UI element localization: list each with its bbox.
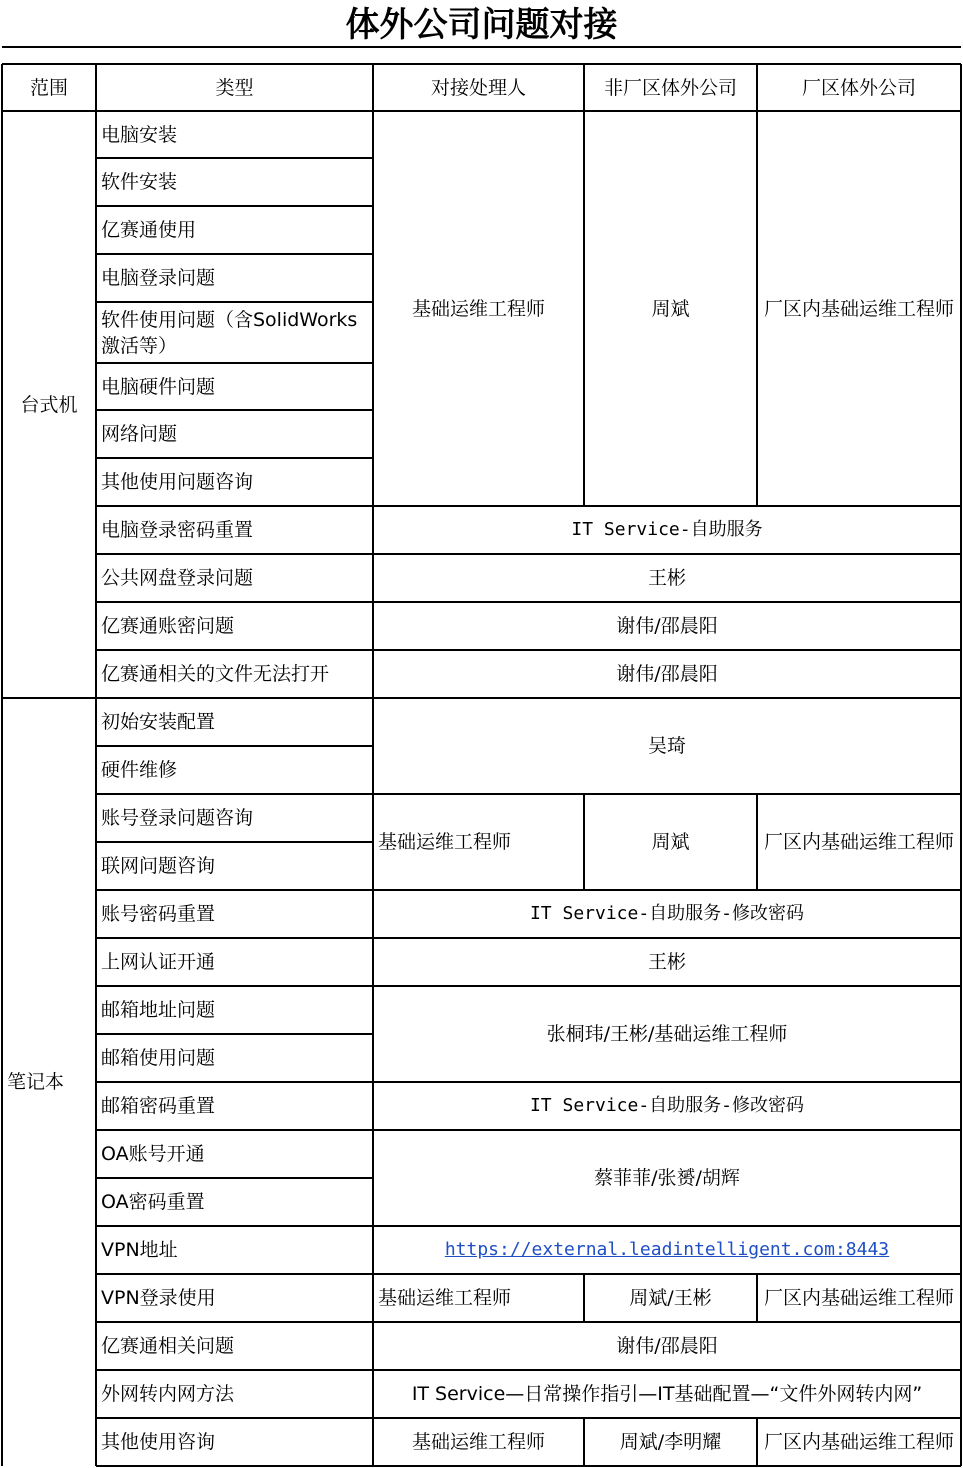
- grid-line: [96, 649, 373, 651]
- laptop-login-factory: 厂区内基础运维工程师: [763, 831, 954, 853]
- type-cell: 公共网盘登录问题: [101, 567, 254, 589]
- grid-line: [96, 1273, 373, 1275]
- type-cell: 外网转内网方法: [101, 1383, 235, 1405]
- laptop-account-pwd-contact: IT Service-自助服务-修改密码: [529, 903, 805, 924]
- grid-line: [756, 794, 758, 890]
- grid-line: [96, 1321, 373, 1323]
- scope-laptop: 笔记本: [7, 1071, 65, 1093]
- header-factory: 厂区体外公司: [801, 76, 916, 99]
- grid-line: [96, 301, 373, 303]
- type-cell: 邮箱密码重置: [101, 1095, 216, 1117]
- grid-line: [96, 205, 373, 207]
- grid-line: [96, 745, 373, 747]
- sheet-title: 体外公司问题对接: [345, 4, 618, 45]
- type-cell: 硬件维修: [101, 759, 178, 781]
- type-cell: VPN地址: [101, 1239, 178, 1261]
- grid-line: [96, 889, 373, 891]
- grid-line: [756, 1418, 758, 1466]
- grid-line: [2, 46, 961, 48]
- laptop-net-auth-contact: 王彬: [647, 951, 686, 973]
- type-cell: 其他使用咨询: [101, 1431, 216, 1453]
- grid-line: [373, 793, 961, 795]
- type-cell: OA密码重置: [101, 1191, 205, 1213]
- grid-line: [96, 409, 373, 411]
- laptop-yst-contact: 谢伟/邵晨阳: [616, 1335, 718, 1357]
- type-cell: 亿赛通相关的文件无法打开: [101, 663, 330, 685]
- laptop-vpn-factory: 厂区内基础运维工程师: [763, 1287, 954, 1309]
- grid-line: [1, 64, 3, 1466]
- type-cell: 电脑登录密码重置: [101, 519, 254, 541]
- grid-line: [756, 64, 758, 111]
- grid-line: [96, 362, 373, 364]
- grid-line: [96, 793, 373, 795]
- type-cell: 亿赛通相关问题: [101, 1335, 235, 1357]
- grid-line: [96, 937, 373, 939]
- header-handler: 对接处理人: [430, 76, 526, 99]
- grid-line: [583, 1418, 585, 1466]
- grid-line: [96, 1177, 373, 1179]
- scope-desktop: 台式机: [20, 393, 78, 416]
- laptop-vpn-handler: 基础运维工程师: [378, 1287, 512, 1309]
- grid-line: [373, 1081, 961, 1083]
- desktop-yst-account-contact: 谢伟/邵晨阳: [616, 615, 718, 637]
- grid-line: [373, 1273, 961, 1275]
- desktop-group-non-factory: 周斌: [651, 297, 690, 320]
- laptop-vpn-non-factory: 周斌/王彬: [629, 1287, 712, 1309]
- grid-line: [373, 601, 961, 603]
- type-cell: 其他使用问题咨询: [101, 471, 254, 493]
- grid-line: [96, 1081, 373, 1083]
- grid-line: [96, 985, 373, 987]
- header-type: 类型: [215, 76, 254, 99]
- type-cell: 邮箱使用问题: [101, 1047, 216, 1069]
- type-cell: 初始安装配置: [101, 711, 216, 733]
- grid-line: [96, 1465, 373, 1467]
- grid-line: [583, 64, 585, 111]
- grid-line: [583, 111, 585, 506]
- grid-line: [95, 64, 97, 1466]
- grid-line: [373, 1225, 961, 1227]
- laptop-email-contact: 张桐玮/王彬/基础运维工程师: [546, 1023, 788, 1045]
- type-cell: 上网认证开通: [101, 951, 216, 973]
- type-cell: 账号登录问题咨询: [101, 807, 254, 829]
- type-cell: 亿赛通使用: [101, 219, 197, 241]
- grid-line: [373, 1129, 961, 1131]
- desktop-netdisk-contact: 王彬: [647, 567, 686, 589]
- grid-line: [373, 553, 961, 555]
- grid-line: [373, 649, 961, 651]
- grid-line: [96, 157, 373, 159]
- grid-line: [756, 111, 758, 506]
- type-cell: 电脑硬件问题: [101, 375, 216, 398]
- grid-line: [960, 64, 962, 1466]
- grid-line: [96, 1129, 373, 1131]
- grid-line: [2, 110, 961, 112]
- grid-line: [96, 841, 373, 843]
- grid-line: [96, 457, 373, 459]
- grid-line: [2, 63, 961, 65]
- grid-line: [583, 794, 585, 890]
- type-cell: 软件使用问题（含SolidWorks激活等）: [101, 308, 358, 357]
- grid-line: [373, 1417, 961, 1419]
- type-cell: VPN登录使用: [101, 1287, 216, 1309]
- desktop-yst-file-contact: 谢伟/邵晨阳: [616, 663, 718, 685]
- grid-line: [96, 505, 373, 507]
- grid-line: [96, 553, 373, 555]
- laptop-other-factory: 厂区内基础运维工程师: [763, 1431, 954, 1453]
- type-cell: 邮箱地址问题: [101, 999, 216, 1021]
- grid-line: [373, 889, 961, 891]
- laptop-login-non-factory: 周斌: [651, 831, 690, 853]
- grid-line: [756, 1274, 758, 1322]
- desktop-pwd-reset-contact: IT Service-自助服务: [571, 519, 763, 540]
- grid-line: [96, 1369, 373, 1371]
- laptop-login-handler: 基础运维工程师: [378, 831, 512, 853]
- header-non-factory: 非厂区体外公司: [603, 76, 737, 99]
- grid-line: [373, 985, 961, 987]
- laptop-transfer-contact: IT Service—日常操作指引—IT基础配置—“文件外网转内网”: [411, 1383, 923, 1405]
- grid-line: [583, 1274, 585, 1322]
- desktop-group-factory: 厂区内基础运维工程师: [763, 297, 954, 320]
- desktop-group-handler: 基础运维工程师: [411, 297, 545, 320]
- laptop-other-non-factory: 周斌/李明耀: [619, 1431, 722, 1453]
- laptop-oa-contact: 蔡菲菲/张赟/胡辉: [594, 1167, 740, 1189]
- type-cell: 软件安装: [101, 171, 178, 193]
- header-scope: 范围: [29, 76, 68, 99]
- grid-line: [96, 601, 373, 603]
- laptop-install-contact: 吴琦: [647, 735, 686, 757]
- type-cell: 联网问题咨询: [101, 855, 216, 877]
- type-cell: OA账号开通: [101, 1143, 205, 1165]
- vpn-address-link[interactable]: https://external.leadintelligent.com:8443: [444, 1239, 890, 1260]
- type-cell: 账号密码重置: [101, 903, 216, 925]
- type-cell: 电脑登录问题: [101, 267, 216, 289]
- grid-line: [373, 937, 961, 939]
- grid-line: [373, 1369, 961, 1371]
- grid-line: [96, 1033, 373, 1035]
- grid-line: [96, 1417, 373, 1419]
- grid-line: [373, 1321, 961, 1323]
- grid-line: [373, 505, 961, 507]
- grid-line: [373, 697, 961, 699]
- laptop-other-handler: 基础运维工程师: [411, 1431, 545, 1453]
- type-cell: 网络问题: [101, 423, 178, 445]
- grid-line: [372, 64, 374, 1466]
- grid-line: [96, 253, 373, 255]
- grid-line: [96, 1225, 373, 1227]
- grid-line: [373, 1465, 961, 1467]
- type-cell: 电脑安装: [101, 123, 178, 146]
- laptop-email-pwd-contact: IT Service-自助服务-修改密码: [529, 1095, 805, 1116]
- type-cell: 亿赛通账密问题: [101, 615, 235, 637]
